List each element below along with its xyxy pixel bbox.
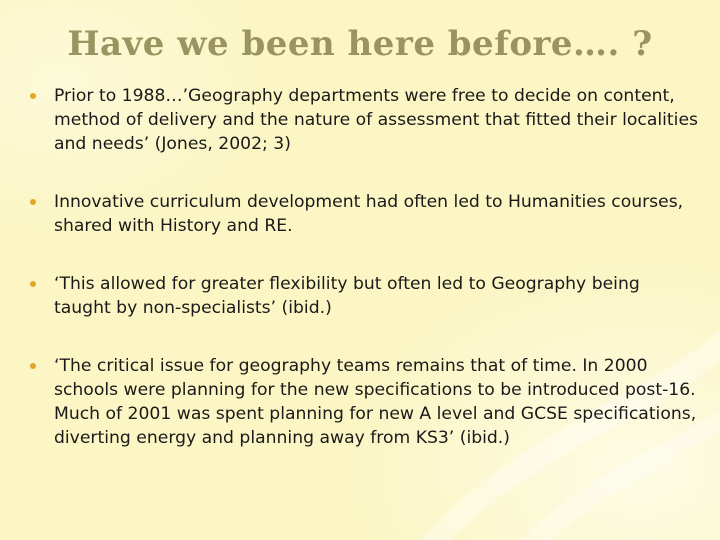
bullet-marker-icon (30, 363, 36, 369)
bullet-text: Innovative curriculum development had often led to Humanities courses, shared with History and RE. (54, 192, 684, 236)
bullet-marker-icon (30, 93, 36, 99)
bullet-item (28, 190, 700, 238)
bullet-item (28, 84, 700, 156)
slide-title: Have we been here before…. ? (67, 24, 653, 64)
bullet-text: Prior to 1988…’Geography departments were free to decide on content, method of delivery and the nature of assessment that fitted their localities and needs’ (Jones, 2002; 3) (54, 86, 698, 154)
bullet-marker-icon (30, 281, 36, 287)
bullet-list (28, 84, 700, 484)
bullet-text: ‘This allowed for greater flexibility but often led to Geography being taught by non-specialists’ (ibid.) (54, 274, 640, 318)
bullet-item (28, 354, 700, 450)
bullet-marker-icon (30, 199, 36, 205)
bullet-item (28, 272, 700, 320)
bullet-text: ‘The critical issue for geography teams remains that of time. In 2000 schools were planning for the new specifications to be introduced post-16. Much of 2001 was spent planning for new A level and GCSE specifications, diverting energy and planning away from KS3’ (ibid.) (54, 356, 697, 448)
